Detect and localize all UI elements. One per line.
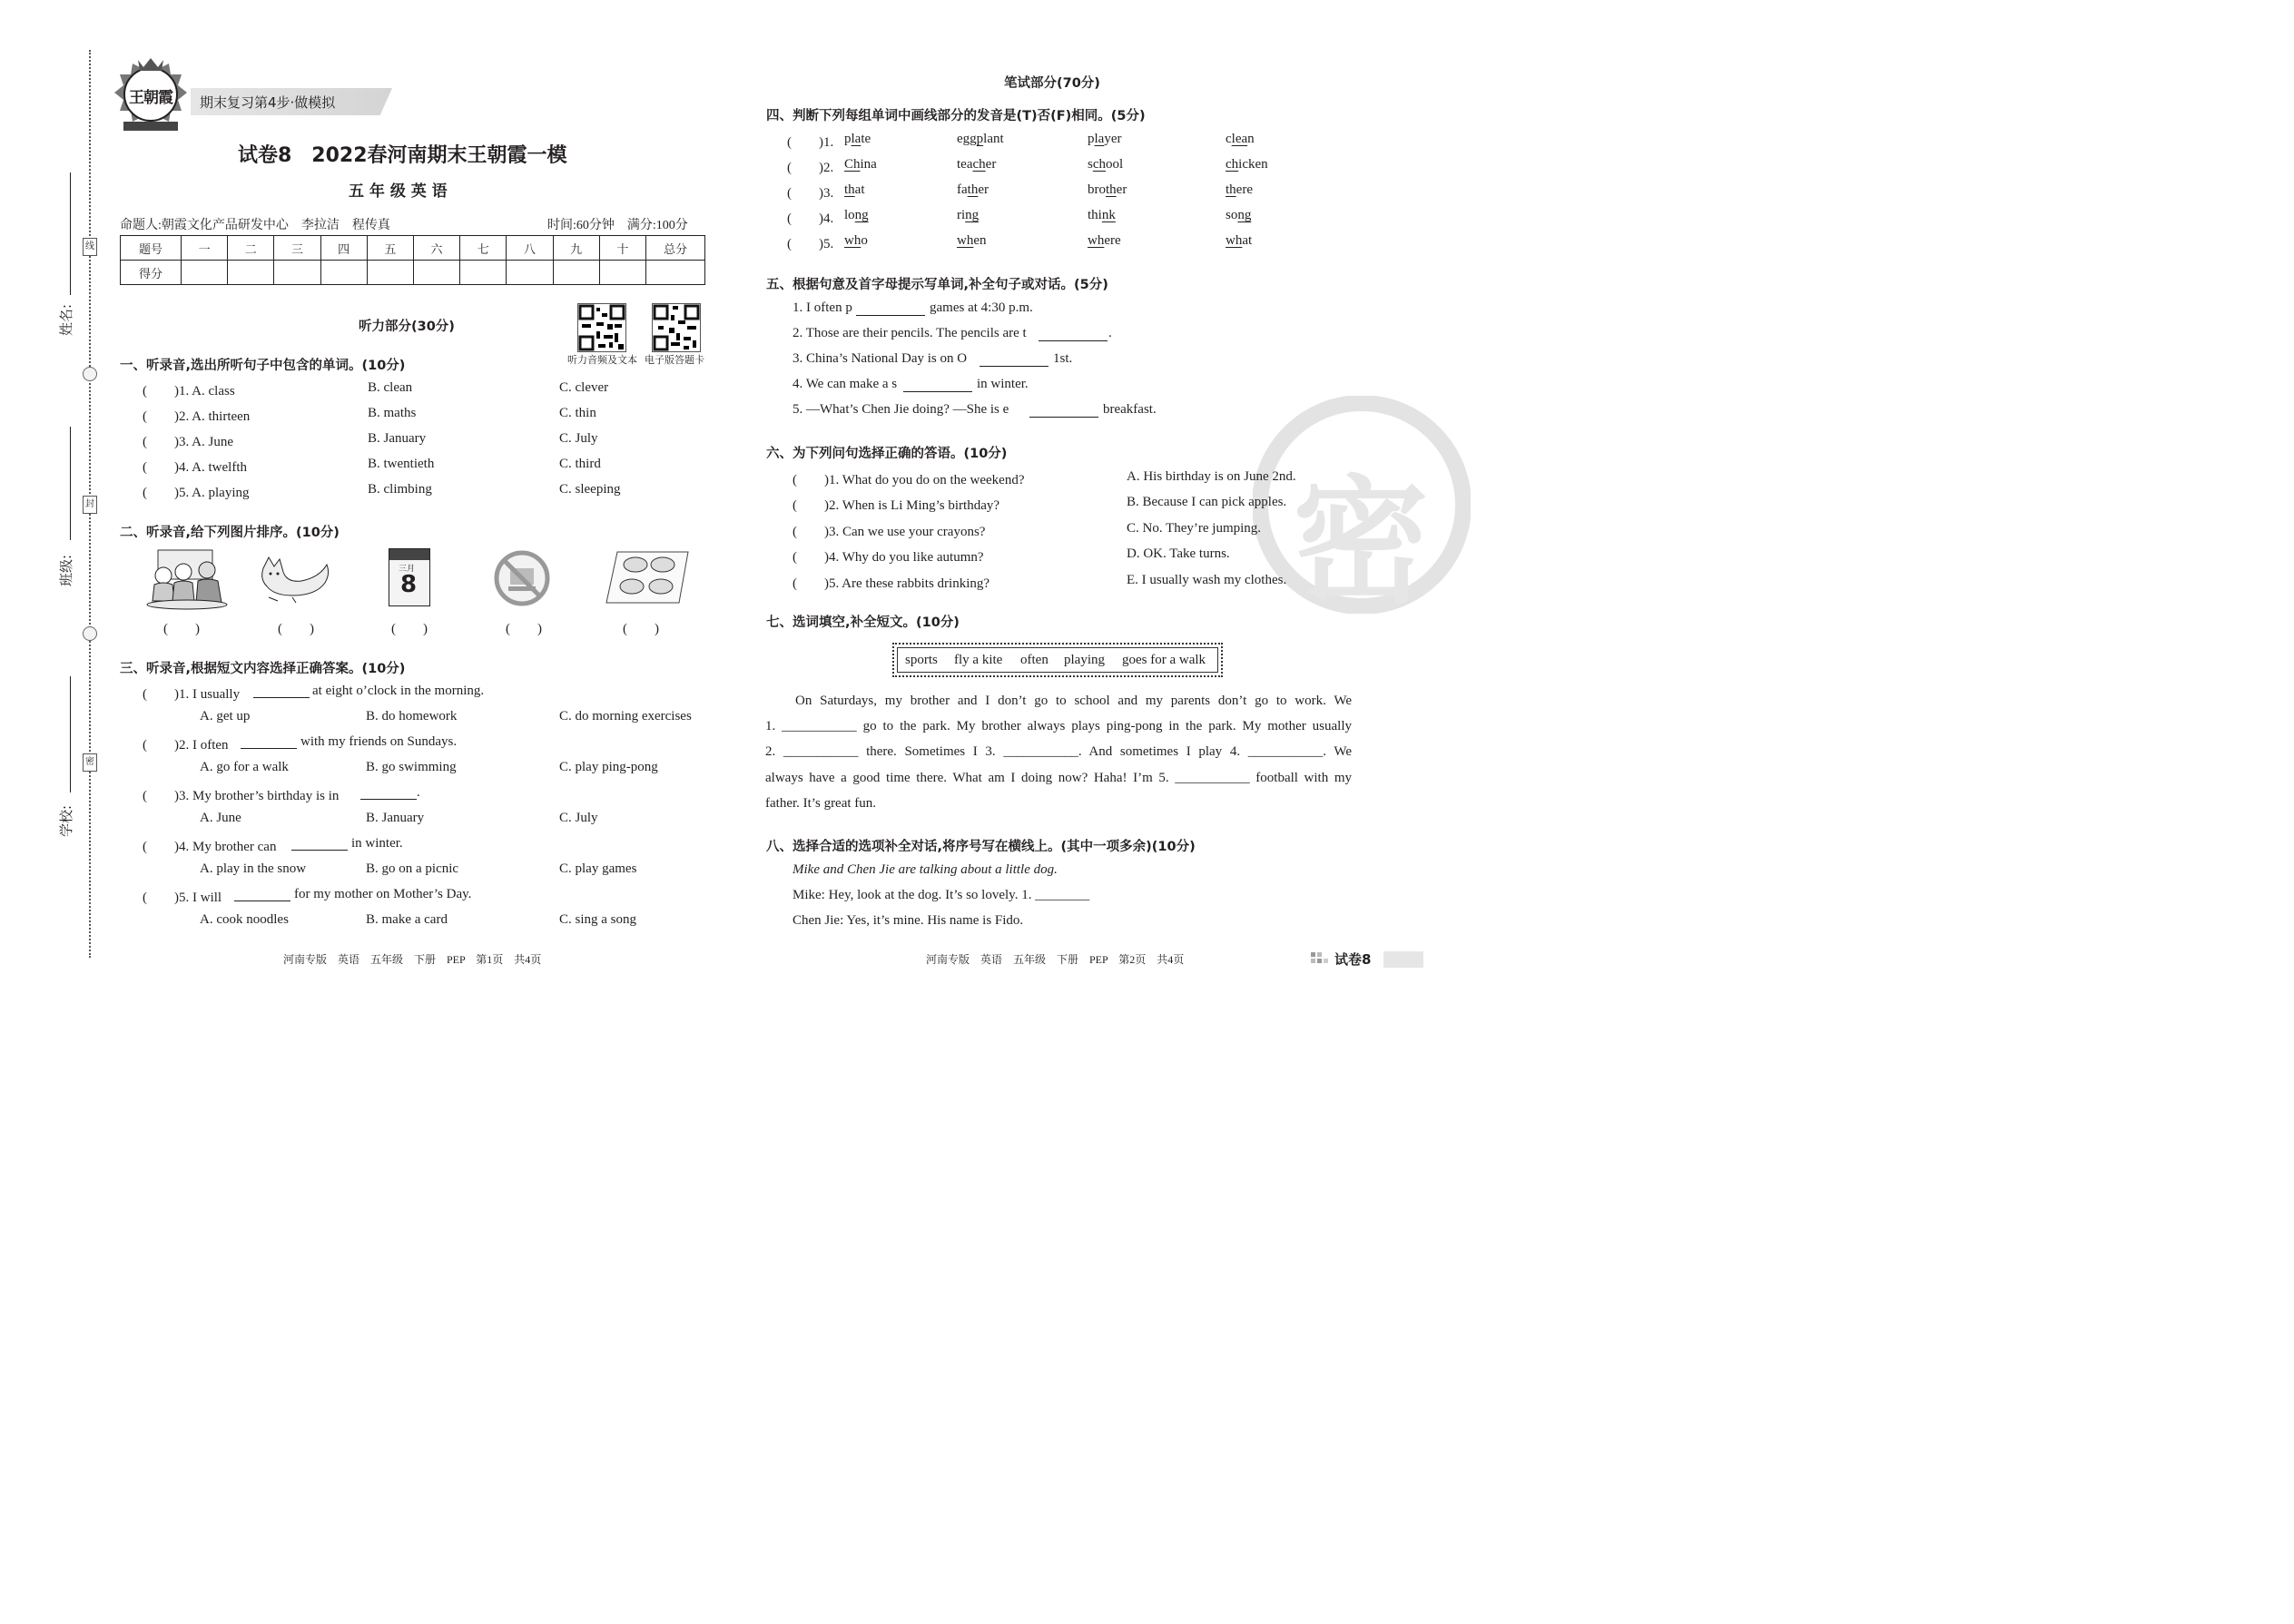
footer-tag: 试卷8: [1334, 951, 1372, 968]
s3-a: A. cook noodles: [200, 912, 289, 927]
s3-blank[interactable]: [291, 849, 348, 851]
s4-word: [1226, 182, 1253, 198]
score-col: 五: [367, 236, 413, 261]
word-bank-word: goes for a walk: [1122, 653, 1206, 667]
word-part: c: [1226, 132, 1232, 146]
s3-q-end: .: [417, 785, 420, 800]
score-row-label: 得分: [121, 261, 182, 285]
authors: 命题人:朝霞文化产品研发中心 李拉洁 程传真: [120, 219, 390, 232]
s1-b: B. twentieth: [368, 457, 435, 471]
s5-item: [0, 300, 1423, 320]
s1-q: ( )1. A. class: [143, 384, 235, 399]
word-part: thi: [1088, 208, 1102, 222]
s5-end: breakfast.: [1103, 402, 1157, 417]
s6-row: [0, 546, 1423, 566]
word-underlined: la: [1094, 132, 1105, 146]
s5-end: 1st.: [1053, 351, 1073, 366]
s4-row: [0, 208, 1423, 228]
word-part: tea: [957, 157, 973, 172]
s5-item: [0, 326, 1423, 346]
s3-q-start: ( )4. My brother can: [143, 840, 277, 854]
word-underlined: wh: [1226, 233, 1243, 248]
score-cell[interactable]: [274, 261, 320, 285]
s3-options: [0, 709, 712, 729]
s4-word: [1226, 132, 1255, 147]
written-title: 笔试部分(70分): [1004, 76, 1100, 91]
footer-left: 河南专版 英语 五年级 下册 PEP 第1页 共4页: [283, 953, 542, 966]
word-underlined: Ch: [844, 157, 861, 172]
score-col: 一: [182, 236, 228, 261]
s6-question: ( )5. Are these rabbits drinking?: [793, 576, 990, 591]
s3-b: B. go swimming: [366, 760, 457, 774]
s6-question: ( )1. What do you do on the weekend?: [793, 473, 1025, 487]
s2-title: 二、听录音,给下列图片排序。(10分): [120, 526, 340, 540]
word-part: at: [854, 182, 865, 197]
s3-question: [0, 836, 712, 856]
word-part: te: [861, 132, 871, 146]
s4-word: [844, 132, 871, 147]
s5-end: .: [1108, 326, 1112, 340]
s6-question: ( )4. Why do you like autumn?: [793, 550, 984, 565]
s3-b: B. January: [366, 811, 425, 825]
s1-b: B. maths: [368, 406, 417, 420]
s5-item: [0, 402, 1423, 422]
word-part: s: [1088, 157, 1093, 172]
s6-row: [0, 573, 1423, 593]
s3-question: [0, 684, 712, 704]
s3-q-start: ( )5. I will: [143, 891, 222, 905]
s6-answer: D. OK. Take turns.: [1127, 546, 1230, 561]
seal-mark: 线: [83, 238, 97, 256]
s3-a: A. play in the snow: [200, 861, 307, 876]
s4-num: ( )4.: [787, 212, 834, 226]
s1-c: C. clever: [559, 380, 609, 395]
score-col: 二: [228, 236, 274, 261]
listening-title: 听力部分(30分): [359, 320, 455, 334]
score-table-score-row: [121, 261, 705, 285]
s3-blank[interactable]: [241, 747, 297, 749]
passage-line: 1. ___________ go to the park. My brother always plays ping-pong in the park. My mother usually: [765, 719, 1352, 733]
s4-row: [0, 132, 1423, 152]
seal-mark: 密: [83, 753, 97, 772]
passage-line: always have a good time there. What am I doing now? Haha! I’m 5. ___________ football with my: [765, 771, 1352, 785]
s6-answer: E. I usually wash my clothes.: [1127, 573, 1287, 587]
s3-blank[interactable]: [234, 900, 290, 901]
word-underlined: wh: [957, 233, 974, 248]
word-part: lant: [983, 132, 1004, 146]
word-underlined: la: [851, 132, 861, 146]
word-underlined: th: [1226, 182, 1236, 197]
s3-c: C. do morning exercises: [559, 709, 692, 723]
word-part: so: [1226, 208, 1238, 222]
s6-answer: B. Because I can pick apples.: [1127, 495, 1287, 509]
score-cell[interactable]: [228, 261, 274, 285]
s1-item: [0, 431, 712, 451]
s3-b: B. go on a picnic: [366, 861, 459, 876]
word-underlined: wh: [844, 233, 861, 248]
word-part: icken: [1238, 157, 1268, 172]
word-part: n: [1247, 132, 1255, 146]
s6-answer: C. No. They’re jumping.: [1127, 521, 1262, 536]
word-underlined: th: [967, 182, 979, 197]
s4-row: [0, 182, 1423, 202]
score-cell[interactable]: [507, 261, 553, 285]
s4-word: [844, 233, 868, 249]
word-part: at: [1242, 233, 1253, 248]
word-bank-word: fly a kite: [954, 653, 1003, 667]
s4-word: [1088, 182, 1127, 198]
word-underlined: ch: [1092, 157, 1107, 172]
s6-question: ( )3. Can we use your crayons?: [793, 525, 986, 539]
word-underlined: ng: [965, 208, 980, 222]
word-part: er: [985, 157, 997, 172]
s4-word: [1088, 233, 1121, 249]
banner-text: 期末复习第4步·做模拟: [200, 94, 336, 111]
s3-b: B. make a card: [366, 912, 448, 927]
s3-c: C. play ping-pong: [559, 760, 658, 774]
s4-word: [1088, 132, 1121, 147]
s4-num: ( )5.: [787, 237, 834, 251]
s3-title: 三、听录音,根据短文内容选择正确答案。(10分): [120, 662, 406, 676]
word-underlined: lea: [1231, 132, 1248, 146]
s3-blank[interactable]: [360, 798, 417, 800]
s4-num: ( )3.: [787, 186, 834, 201]
score-cell[interactable]: [553, 261, 599, 285]
word-part: egg: [957, 132, 977, 146]
s1-q: ( )3. A. June: [143, 435, 233, 449]
s6-row: [0, 469, 1423, 489]
s5-end: games at 4:30 p.m.: [930, 300, 1033, 315]
word-part: o: [861, 233, 868, 248]
s5-blank[interactable]: [1029, 416, 1098, 418]
score-cell[interactable]: [367, 261, 413, 285]
calendar-month: 三月: [399, 565, 416, 574]
word-part: en: [973, 233, 987, 248]
time-score: 时间:60分钟 满分:100分: [547, 219, 688, 232]
score-cell[interactable]: [460, 261, 507, 285]
class-label: 班级:: [58, 554, 74, 586]
s4-row: [0, 157, 1423, 177]
s3-question: [0, 785, 712, 805]
passage-line: father. It’s great fun.: [765, 796, 877, 811]
s4-word: [957, 157, 996, 172]
footer-dots-icon: [1311, 952, 1329, 965]
s3-options: [0, 760, 712, 780]
word-part: fa: [957, 182, 968, 197]
s8-dialog-line: Chen Jie: Yes, it’s mine. His name is Fido.: [793, 913, 1024, 928]
word-bank-word: playing: [1064, 653, 1105, 667]
s5-item: [0, 377, 1423, 397]
s4-row: [0, 233, 1423, 253]
s5-blank[interactable]: [1039, 340, 1108, 341]
s1-q: ( )2. A. thirteen: [143, 409, 251, 424]
s4-word: [1226, 233, 1252, 249]
s3-c: C. sing a song: [559, 912, 637, 927]
s3-blank[interactable]: [253, 696, 310, 698]
binding-knot: [83, 626, 97, 641]
s1-b: B. climbing: [368, 482, 432, 497]
s1-c: C. third: [559, 457, 601, 471]
s6-items: [0, 469, 1423, 596]
s5-start: 4. We can make a s: [793, 377, 898, 391]
word-bank-word: sports: [905, 653, 938, 667]
score-cell[interactable]: [182, 261, 228, 285]
s6-row: [0, 521, 1423, 541]
score-col: 四: [320, 236, 367, 261]
picture-order-blank[interactable]: ( ): [623, 622, 659, 636]
word-underlined: p: [976, 132, 984, 146]
s3-q-end: for my mother on Mother’s Day.: [294, 887, 472, 901]
s3-q-end: with my friends on Sundays.: [300, 734, 458, 749]
picture-order-blank[interactable]: ( ): [163, 622, 200, 636]
word-bank-word: often: [1020, 653, 1049, 667]
s1-title: 一、听录音,选出所听句子中包含的单词。(10分): [120, 359, 406, 373]
s3-a: A. June: [200, 811, 241, 825]
s5-blank[interactable]: [980, 365, 1049, 367]
score-col: 七: [460, 236, 507, 261]
s1-c: C. July: [559, 431, 598, 446]
s3-a: A. get up: [200, 709, 251, 723]
s4-word: [957, 233, 987, 249]
s6-row: [0, 495, 1423, 515]
word-underlined: th: [844, 182, 855, 197]
word-part: ere: [1236, 182, 1253, 197]
s6-answer: A. His birthday is on June 2nd.: [1127, 469, 1296, 484]
s4-word: [1088, 208, 1116, 223]
seal-mark: 封: [83, 496, 97, 514]
word-underlined: ng: [854, 208, 869, 222]
score-col: 三: [274, 236, 320, 261]
s4-word: [957, 182, 989, 198]
score-col: 六: [413, 236, 459, 261]
s5-start: 3. China’s National Day is on O: [793, 351, 968, 366]
word-underlined: th: [1106, 182, 1117, 197]
word-part: p: [844, 132, 852, 146]
s3-c: C. July: [559, 811, 598, 825]
s3-q-end: at eight o’clock in the morning.: [312, 684, 485, 698]
s4-word: [844, 208, 869, 223]
word-part: ool: [1106, 157, 1124, 172]
s3-q-end: in winter.: [351, 836, 403, 851]
s5-blank[interactable]: [903, 390, 972, 392]
passage-line: On Saturdays, my brother and I don’t go to school and my parents don’t go to work. We: [795, 694, 1352, 708]
s3-q-start: ( )1. I usually: [143, 687, 241, 702]
calendar-day: 8: [400, 571, 418, 598]
word-part: ri: [957, 208, 966, 222]
word-part: er: [1116, 182, 1127, 197]
s4-word: [1226, 208, 1251, 223]
s4-word: [844, 157, 877, 172]
word-underlined: nk: [1101, 208, 1116, 222]
s3-a: A. go for a walk: [200, 760, 289, 774]
passage-line: 2. ___________ there. Sometimes I 3. ___________. And sometimes I play 4. ___________. We: [765, 744, 1352, 759]
s5-start: 1. I often p: [793, 300, 852, 315]
word-underlined: ng: [1237, 208, 1252, 222]
s1-c: C. sleeping: [559, 482, 621, 497]
s5-title: 五、根据句意及首字母提示写单词,补全句子或对话。(5分): [766, 278, 1108, 292]
name-label: 姓名:: [58, 303, 74, 336]
word-part: yer: [1104, 132, 1122, 146]
s3-question: [0, 887, 712, 907]
score-cell[interactable]: [646, 261, 705, 285]
qr-caption-audio: 听力音频及文本: [567, 354, 637, 366]
s5-start: 2. Those are their pencils. The pencils are t: [793, 326, 1027, 340]
s3-q-start: ( )2. I often: [143, 738, 229, 753]
watermark-char: 密: [1293, 464, 1430, 622]
s4-word: [957, 132, 1004, 147]
s5-start: 5. —What’s Chen Jie doing? —She is e: [793, 402, 1009, 417]
s3-question: [0, 734, 712, 754]
word-part: lo: [844, 208, 855, 222]
score-cell[interactable]: [599, 261, 645, 285]
s1-q: ( )5. A. playing: [143, 486, 250, 500]
word-underlined: ch: [972, 157, 986, 172]
s8-title: 八、选择合适的选项补全对话,将序号写在横线上。(其中一项多余)(10分): [766, 840, 1196, 854]
s6-question: ( )2. When is Li Ming’s birthday?: [793, 498, 1000, 513]
s3-b: B. do homework: [366, 709, 458, 723]
score-col: 八: [507, 236, 553, 261]
footer-tag-bar: [1383, 951, 1423, 968]
s1-b: B. January: [368, 431, 427, 446]
logo-text: 王朝霞: [129, 89, 172, 107]
s3-options: [0, 811, 712, 831]
s4-title: 四、判断下列每组单词中画线部分的发音是(T)否(F)相同。(5分): [766, 109, 1146, 123]
s5-blank[interactable]: [856, 314, 925, 316]
school-label: 学校:: [58, 804, 74, 837]
word-part: p: [1088, 132, 1095, 146]
qr-caption-answer: 电子版答题卡: [645, 354, 704, 366]
s4-word: [1088, 157, 1123, 172]
s3-options: [0, 861, 712, 881]
s1-c: C. thin: [559, 406, 596, 420]
word-part: er: [978, 182, 989, 197]
s8-dialog-line: Mike: Hey, look at the dog. It’s so lovely. 1. ________: [793, 888, 1090, 902]
score-col: 九: [553, 236, 599, 261]
score-header-label: 题号: [121, 236, 182, 261]
s5-items: [0, 300, 1423, 428]
brand-logo: [111, 56, 191, 140]
word-part: ina: [860, 157, 877, 172]
score-cell[interactable]: [320, 261, 367, 285]
s8-intro: Mike and Chen Jie are talking about a little dog.: [793, 862, 1058, 877]
word-underlined: ch: [1226, 157, 1239, 172]
s7-title: 七、选词填空,补全短文。(10分): [766, 615, 960, 630]
score-col-total: 总分: [646, 236, 705, 261]
s3-items: [0, 684, 712, 938]
exam-title: 试卷8 2022春河南期末王朝霞一模: [238, 144, 567, 167]
s4-num: ( )1.: [787, 135, 834, 150]
s5-end: in winter.: [977, 377, 1029, 391]
s3-q-start: ( )3. My brother’s birthday is in: [143, 789, 340, 803]
word-underlined: wh: [1088, 233, 1105, 248]
picture-order-blank[interactable]: ( ): [278, 622, 314, 636]
word-part: ere: [1104, 233, 1121, 248]
score-cell[interactable]: [413, 261, 459, 285]
s6-title: 六、为下列问句选择正确的答语。(10分): [766, 447, 1008, 461]
s1-b: B. clean: [368, 380, 413, 395]
exam-subtitle: 五 年 级 英 语: [349, 182, 448, 201]
s3-options: [0, 912, 712, 932]
s5-item: [0, 351, 1423, 371]
s4-num: ( )2.: [787, 161, 834, 175]
picture-order-blank[interactable]: ( ): [506, 622, 542, 636]
s3-c: C. play games: [559, 861, 637, 876]
s1-q: ( )4. A. twelfth: [143, 460, 247, 475]
s4-items: [0, 132, 1423, 259]
s4-word: [1226, 157, 1268, 172]
footer-right: 河南专版 英语 五年级 下册 PEP 第2页 共4页: [926, 953, 1185, 966]
s4-word: [844, 182, 865, 198]
score-col: 十: [599, 236, 645, 261]
word-part: bro: [1088, 182, 1106, 197]
s4-word: [957, 208, 979, 223]
picture-order-blank[interactable]: ( ): [391, 622, 428, 636]
